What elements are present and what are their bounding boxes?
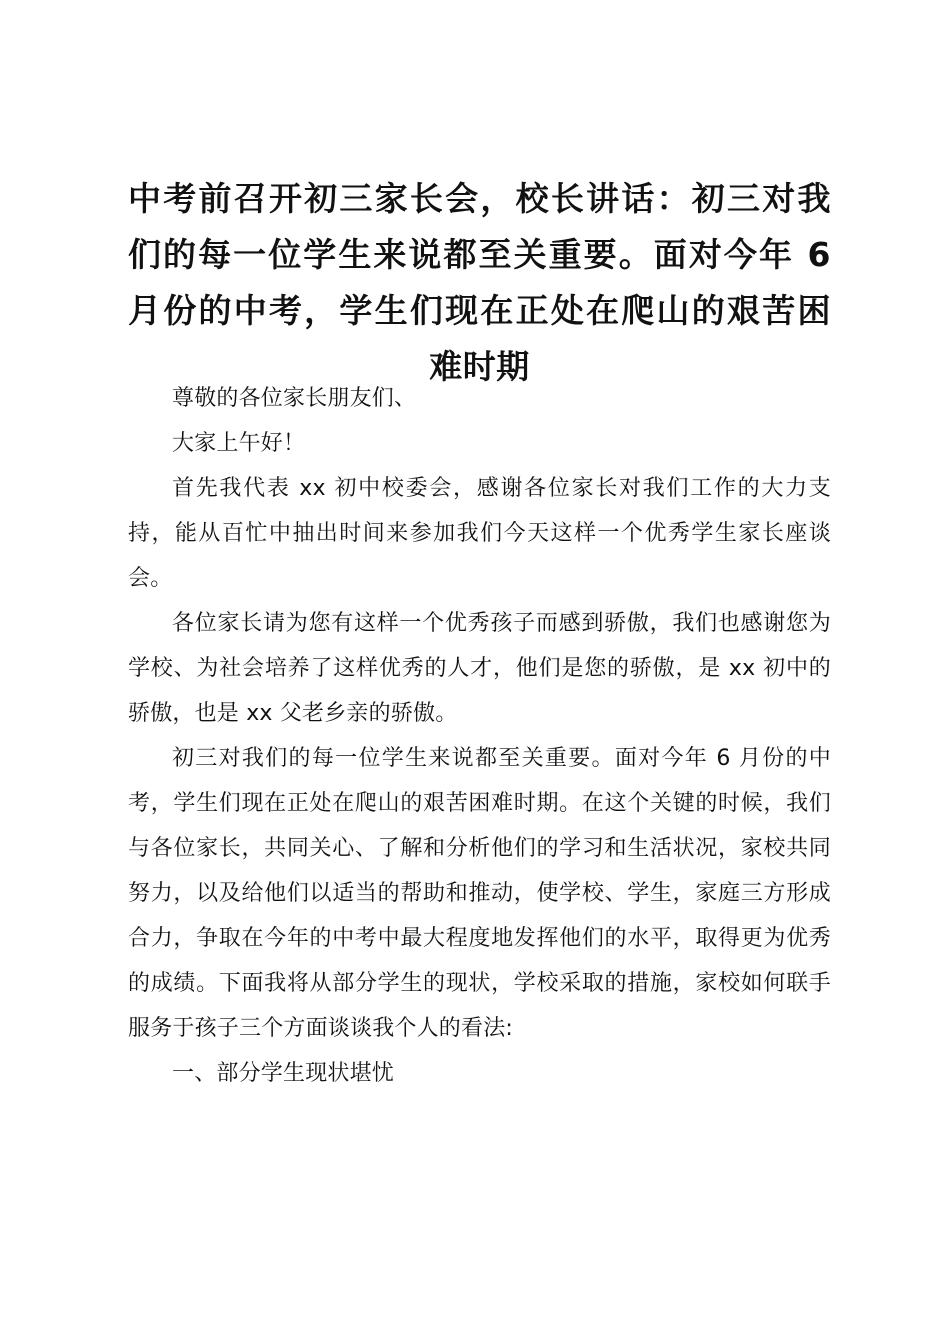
greeting-line: 尊敬的各位家长朋友们、 — [172, 386, 417, 411]
body-paragraph: 各位家长请为您有这样一个优秀孩子而感到骄傲，我们也感谢您为学校、为社会培养了这样优秀的人才，他们是您的骄傲，是 xx 初中的骄傲，也是 xx 父老乡亲的骄傲。 — [128, 611, 831, 726]
body-paragraph: 首先我代表 xx 初中校委会，感谢各位家长对我们工作的大力支持，能从百忙中抽出时间来参加我们今天这样一个优秀学生家长座谈会。 — [128, 476, 831, 591]
section-heading: 一、部分学生现状堪忧 — [172, 1061, 395, 1086]
salutation-line: 大家上午好！ — [172, 431, 306, 456]
body-paragraph: 初三对我们的每一位学生来说都至关重要。面对今年 6 月份的中考，学生们现在正处在爬山的艰苦困难时期。在这个关键的时候，我们与各位家长，共同关心、了解和分析他们的学习和生活状况，家校共同努力，以及给他们以适当的帮助和推动，使学校、学生，家庭三方形成合力，争取在今年的中考中最大程度地发挥他们的水平，取得更为优秀的成绩。下面我将从部分学生的现状，学校采取的措施，家校如何联手服务于孩子三个方面谈谈我个人的看法: — [128, 746, 831, 1041]
document-title: 中考前召开初三家长会，校长讲话：初三对我们的每一位学生来说都至关重要。面对今年 6 月份的中考，学生们现在正处在爬山的艰苦困难时期 — [128, 179, 831, 386]
document-body — [128, 376, 831, 1096]
